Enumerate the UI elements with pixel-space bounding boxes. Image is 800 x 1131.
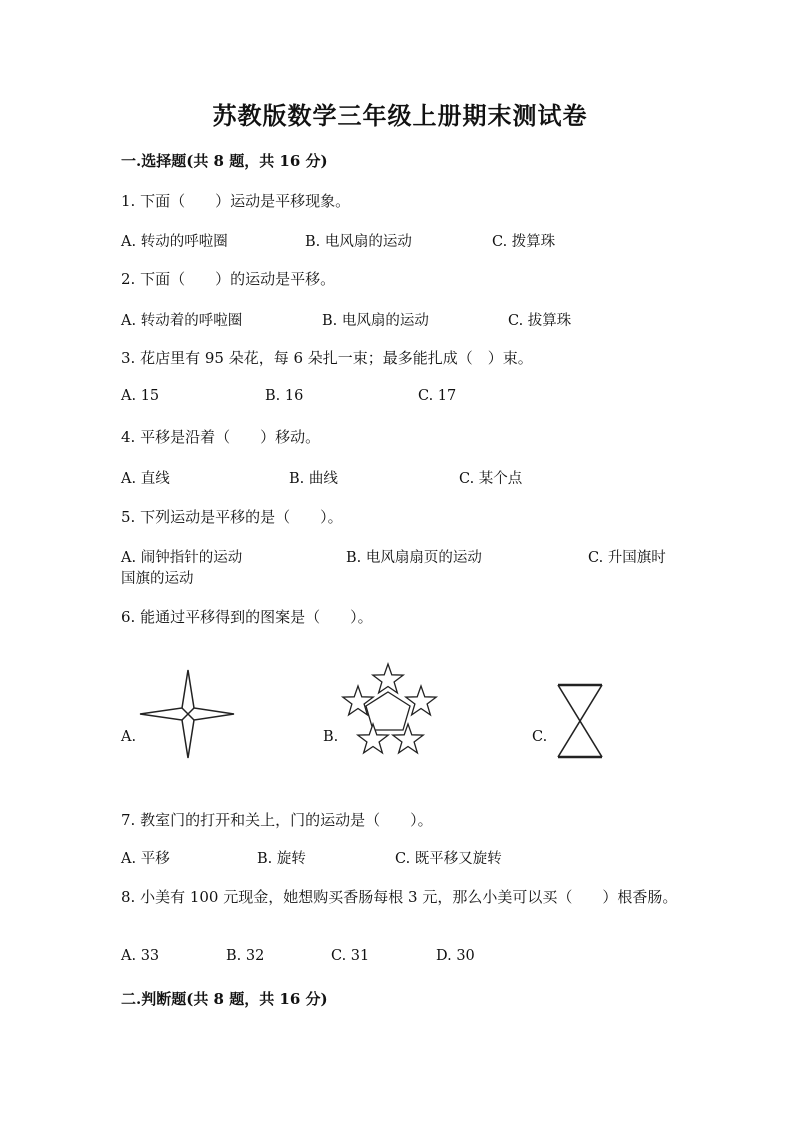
question-2-option-b: B. 电风扇的运动 (322, 313, 429, 329)
question-8-option-b: B. 32 (226, 948, 265, 964)
question-5-option-c: C. 升国旗时 (588, 550, 666, 566)
question-7-option-b: B. 旋转 (257, 851, 306, 867)
page-title: 苏教版数学三年级上册期末测试卷 (212, 101, 588, 130)
question-4-stem: 4. 平移是沿着（ ）移动。 (121, 428, 321, 446)
five-stars-around-pentagon-icon (340, 662, 440, 760)
question-4-option-a: A. 直线 (121, 471, 170, 487)
question-3-option-c: C. 17 (418, 388, 457, 404)
question-2-option-c: C. 拔算珠 (508, 313, 572, 329)
question-3-stem: 3. 花店里有 95 朵花，每 6 朵扎一束；最多能扎成（ ）束。 (121, 349, 533, 367)
question-2-option-a: A. 转动着的呼啦圈 (121, 313, 243, 329)
four-point-star-icon (138, 668, 238, 760)
question-8-option-d: D. 30 (436, 948, 475, 964)
question-1-option-c: C. 拨算珠 (492, 234, 556, 250)
hourglass-triangles-icon (556, 683, 604, 759)
question-6-option-c: C. (532, 729, 548, 745)
question-7-stem: 7. 教室门的打开和关上，门的运动是（ ）。 (121, 811, 433, 829)
question-7-option-a: A. 平移 (121, 851, 170, 867)
question-2-stem: 2. 下面（ ）的运动是平移。 (121, 270, 336, 288)
question-1-option-a: A. 转动的呼啦圈 (121, 234, 228, 250)
question-4-option-b: B. 曲线 (289, 471, 338, 487)
question-6-option-a: A. (121, 729, 137, 745)
section-heading-true-false: 二.判断题(共 8 题，共 16 分) (121, 990, 328, 1008)
question-5-option-c-continued: 国旗的运动 (121, 571, 194, 587)
question-4-option-c: C. 某个点 (459, 471, 523, 487)
question-1-stem: 1. 下面（ ）运动是平移现象。 (121, 192, 351, 210)
question-8-option-a: A. 33 (121, 948, 160, 964)
section-heading-choice: 一.选择题(共 8 题，共 16 分) (121, 152, 328, 170)
question-5-option-a: A. 闹钟指针的运动 (121, 550, 243, 566)
question-5-option-b: B. 电风扇扇页的运动 (346, 550, 482, 566)
question-3-option-a: A. 15 (121, 388, 160, 404)
question-7-option-c: C. 既平移又旋转 (395, 851, 502, 867)
question-6-stem: 6. 能通过平移得到的图案是（ ）。 (121, 608, 373, 626)
question-6-option-b: B. (323, 729, 339, 745)
question-5-stem: 5. 下列运动是平移的是（ ）。 (121, 508, 343, 526)
question-3-option-b: B. 16 (265, 388, 304, 404)
question-8-stem: 8. 小美有 100 元现金，她想购买香肠每根 3 元，那么小美可以买（ ）根香肠。 (121, 888, 678, 906)
question-1-option-b: B. 电风扇的运动 (305, 234, 412, 250)
question-8-option-c: C. 31 (331, 948, 370, 964)
